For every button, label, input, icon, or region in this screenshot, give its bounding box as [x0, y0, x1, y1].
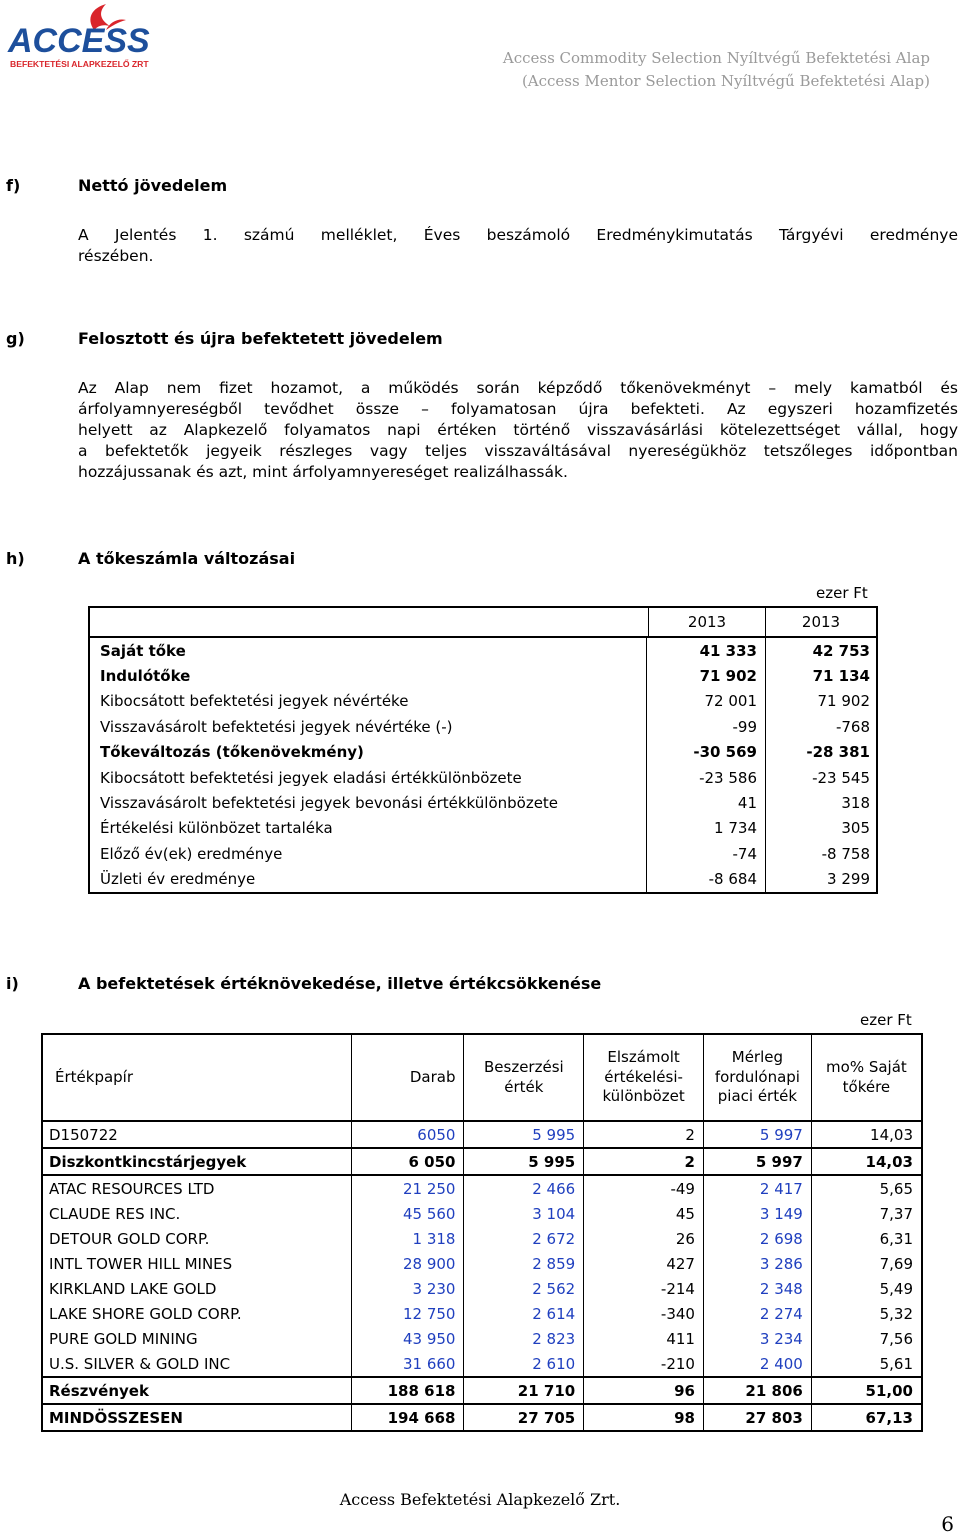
equity-table-body — [90, 638, 876, 892]
valuation-difference: -49 — [584, 1175, 704, 1201]
security-name: U.S. SILVER & GOLD INC — [42, 1351, 351, 1377]
investment-subtotal-row — [42, 1148, 922, 1175]
purchase-value: 2 562 — [464, 1276, 584, 1301]
purchase-value: 2 610 — [464, 1351, 584, 1377]
equity-row-value-2: 3 299 — [827, 870, 870, 889]
equity-row-value-1: 72 001 — [704, 692, 757, 711]
valuation-difference: 411 — [584, 1326, 704, 1351]
paragraph-line: árfolyamnyereségből tevődhet össze – folyamatosan újra befekteti. Az egyszeri hozamfizetés — [78, 400, 958, 418]
valuation-difference: 427 — [584, 1251, 704, 1276]
section-g-title: Felosztott és újra befektetett jövedelem — [78, 329, 443, 348]
valuation-difference: -340 — [584, 1301, 704, 1326]
footer-company: Access Befektetési Alapkezelő Zrt. — [339, 1490, 621, 1509]
market-value: 2 348 — [703, 1276, 811, 1301]
header-fund-name: Access Commodity Selection Nyíltvégű Befektetési Alap — [502, 49, 930, 67]
equity-row-label: Visszavásárolt befektetési jegyek névértéke (-) — [100, 717, 453, 736]
equity-ratio: 5,61 — [811, 1351, 922, 1377]
equity-ratio: 14,03 — [811, 1148, 922, 1175]
market-value: 5 997 — [703, 1148, 811, 1175]
equity-ratio: 7,69 — [811, 1251, 922, 1276]
quantity: 188 618 — [351, 1377, 464, 1404]
equity-row-value-2: -8 758 — [821, 844, 870, 863]
equity-row-value-1: 41 333 — [699, 641, 757, 660]
market-value: 3 286 — [703, 1251, 811, 1276]
paragraph-line: helyett az Alapkezelő folyamatos napi értéken történő visszavásárlási kötelezettséget vállal, hogy — [78, 421, 958, 439]
investment-row — [42, 1276, 922, 1301]
paragraph-line: A Jelentés 1. számú melléklet, Éves beszámoló Eredménykimutatás Tárgyévi eredménye — [78, 226, 958, 244]
equity-row-value-1: 1 734 — [714, 819, 757, 838]
quantity: 31 660 — [351, 1351, 464, 1377]
equity-value-column-2 — [766, 638, 876, 892]
market-value: 3 234 — [703, 1326, 811, 1351]
paragraph-line: részében. — [78, 247, 154, 265]
quantity: 1 318 — [351, 1226, 464, 1251]
quantity: 6050 — [351, 1121, 464, 1148]
investment-table-unit: ezer Ft — [860, 1011, 912, 1029]
equity-col2-header: 2013 — [801, 613, 841, 631]
equity-row-value-2: 42 753 — [812, 641, 870, 660]
security-name: DETOUR GOLD CORP. — [42, 1226, 351, 1251]
equity-ratio: 14,03 — [811, 1121, 922, 1148]
logo-wordmark: ACCESS — [8, 22, 150, 60]
paragraph-line: Az Alap nem fizet hozamot, a működés során képződő tőkenövekményt – mely kamatból és — [78, 379, 958, 397]
security-name: CLAUDE RES INC. — [42, 1201, 351, 1226]
equity-ratio: 5,65 — [811, 1175, 922, 1201]
equity-row-value-1: 41 — [737, 794, 757, 813]
equity-ratio: 6,31 — [811, 1226, 922, 1251]
equity-row-value-1: 71 902 — [699, 667, 757, 686]
purchase-value: 2 823 — [464, 1326, 584, 1351]
investment-valuation-table — [41, 1033, 923, 1432]
section-f-letter: f) — [6, 176, 21, 195]
market-value: 2 400 — [703, 1351, 811, 1377]
equity-row-label: Üzleti év eredménye — [100, 870, 256, 889]
equity-row-label: Visszavásárolt befektetési jegyek bevonási értékkülönbözete — [100, 794, 559, 813]
page-number: 6 — [941, 1512, 954, 1536]
security-name: Részvények — [42, 1377, 351, 1404]
equity-col1-header: 2013 — [648, 608, 766, 636]
equity-row-value-2: -768 — [835, 717, 870, 736]
section-i-letter: i) — [6, 974, 19, 993]
equity-row-label: Saját tőke — [100, 641, 186, 660]
section-f-paragraph — [78, 225, 958, 267]
security-name: Diszkontkincstárjegyek — [42, 1148, 351, 1175]
section-i-title: A befektetések értéknövekedése, illetve értékcsökkenése — [78, 974, 602, 993]
valuation-difference: -210 — [584, 1351, 704, 1377]
valuation-difference: 45 — [584, 1201, 704, 1226]
logo-subtitle: BEFEKTETÉSI ALAPKEZELŐ ZRT — [10, 59, 149, 69]
market-value: 5 997 — [703, 1121, 811, 1148]
investment-total-row — [42, 1404, 922, 1431]
quantity: 21 250 — [351, 1175, 464, 1201]
section-g-paragraph — [78, 378, 958, 483]
header-purchase-value: Beszerzési érték — [464, 1034, 584, 1121]
investment-row — [42, 1121, 922, 1148]
purchase-value: 2 672 — [464, 1226, 584, 1251]
equity-row-label: Kibocsátott befektetési jegyek névértéke — [100, 692, 409, 711]
equity-row-value-2: 71 134 — [812, 667, 870, 686]
equity-row-value-1: -74 — [732, 844, 757, 863]
valuation-difference: 96 — [584, 1377, 704, 1404]
header-security: Értékpapír — [42, 1034, 351, 1121]
equity-row-label: Kibocsátott befektetési jegyek eladási értékkülönbözete — [100, 768, 522, 787]
equity-ratio: 7,37 — [811, 1201, 922, 1226]
equity-ratio: 51,00 — [811, 1377, 922, 1404]
purchase-value: 2 466 — [464, 1175, 584, 1201]
equity-changes-table — [88, 606, 878, 894]
equity-label-column — [90, 638, 646, 892]
equity-row-value-2: -23 545 — [812, 768, 870, 787]
security-name: INTL TOWER HILL MINES — [42, 1251, 351, 1276]
equity-row-value-1: -23 586 — [699, 768, 757, 787]
valuation-difference: -214 — [584, 1276, 704, 1301]
equity-row-value-2: 305 — [841, 819, 870, 838]
equity-table-unit: ezer Ft — [816, 584, 868, 602]
header-valuation-difference: Elszámolt értékelési-különbözet — [584, 1034, 704, 1121]
paragraph-line: a befektetők jegyeik részleges vagy teljes visszaváltásával nyereségükhöz tetszőleges időpontban — [78, 442, 958, 460]
purchase-value: 27 705 — [464, 1404, 584, 1431]
purchase-value: 21 710 — [464, 1377, 584, 1404]
section-g-letter: g) — [6, 329, 25, 348]
equity-row-value-2: 71 902 — [817, 692, 870, 711]
header-equity-ratio: mo% Saját tőkére — [811, 1034, 922, 1121]
equity-ratio: 7,56 — [811, 1326, 922, 1351]
company-logo — [6, 0, 186, 72]
investment-row — [42, 1326, 922, 1351]
purchase-value: 2 614 — [464, 1301, 584, 1326]
equity-row-label: Indulótőke — [100, 667, 191, 686]
investment-table-body — [42, 1121, 922, 1431]
equity-row-label: Előző év(ek) eredménye — [100, 844, 283, 863]
investment-row — [42, 1251, 922, 1276]
security-name: KIRKLAND LAKE GOLD — [42, 1276, 351, 1301]
section-f-title: Nettó jövedelem — [78, 176, 228, 195]
equity-table-header — [90, 608, 876, 638]
equity-row-value-2: -28 381 — [806, 743, 870, 762]
purchase-value: 3 104 — [464, 1201, 584, 1226]
quantity: 12 750 — [351, 1301, 464, 1326]
security-name: D150722 — [42, 1121, 351, 1148]
valuation-difference: 2 — [584, 1148, 704, 1175]
equity-ratio: 5,32 — [811, 1301, 922, 1326]
equity-row-value-1: -30 569 — [693, 743, 757, 762]
security-name: PURE GOLD MINING — [42, 1326, 351, 1351]
investment-row — [42, 1201, 922, 1226]
equity-row-value-1: -99 — [732, 717, 757, 736]
paragraph-line: hozzájussanak és azt, mint árfolyamnyereséget realizálhassák. — [78, 463, 568, 481]
security-name: LAKE SHORE GOLD CORP. — [42, 1301, 351, 1326]
investment-subtotal-row — [42, 1377, 922, 1404]
market-value: 2 698 — [703, 1226, 811, 1251]
equity-ratio: 5,49 — [811, 1276, 922, 1301]
market-value: 2 417 — [703, 1175, 811, 1201]
investment-row — [42, 1351, 922, 1377]
quantity: 43 950 — [351, 1326, 464, 1351]
investment-table-header — [42, 1034, 922, 1121]
quantity: 3 230 — [351, 1276, 464, 1301]
header-quantity: Darab — [351, 1034, 464, 1121]
quantity: 6 050 — [351, 1148, 464, 1175]
equity-ratio: 67,13 — [811, 1404, 922, 1431]
quantity: 45 560 — [351, 1201, 464, 1226]
quantity: 194 668 — [351, 1404, 464, 1431]
equity-row-label: Értékelési különbözet tartaléka — [100, 819, 333, 838]
equity-row-value-1: -8 684 — [708, 870, 757, 889]
equity-row-value-2: 318 — [841, 794, 870, 813]
purchase-value: 5 995 — [464, 1121, 584, 1148]
valuation-difference: 2 — [584, 1121, 704, 1148]
investment-row — [42, 1301, 922, 1326]
purchase-value: 5 995 — [464, 1148, 584, 1175]
security-name: ATAC RESOURCES LTD — [42, 1175, 351, 1201]
section-h-title: A tőkeszámla változásai — [78, 549, 296, 568]
market-value: 2 274 — [703, 1301, 811, 1326]
section-h-letter: h) — [6, 549, 25, 568]
investment-row — [42, 1175, 922, 1201]
equity-value-column-1 — [646, 638, 766, 892]
quantity: 28 900 — [351, 1251, 464, 1276]
market-value: 27 803 — [703, 1404, 811, 1431]
market-value: 3 149 — [703, 1201, 811, 1226]
valuation-difference: 98 — [584, 1404, 704, 1431]
investment-row — [42, 1226, 922, 1251]
header-fund-former-name: (Access Mentor Selection Nyíltvégű Befektetési Alap) — [521, 72, 930, 90]
security-name: MINDÖSSZESEN — [42, 1404, 351, 1431]
header-market-value: Mérleg fordulónapi piaci érték — [703, 1034, 811, 1121]
market-value: 21 806 — [703, 1377, 811, 1404]
purchase-value: 2 859 — [464, 1251, 584, 1276]
equity-row-label: Tőkeváltozás (tőkenövekmény) — [100, 743, 364, 762]
valuation-difference: 26 — [584, 1226, 704, 1251]
